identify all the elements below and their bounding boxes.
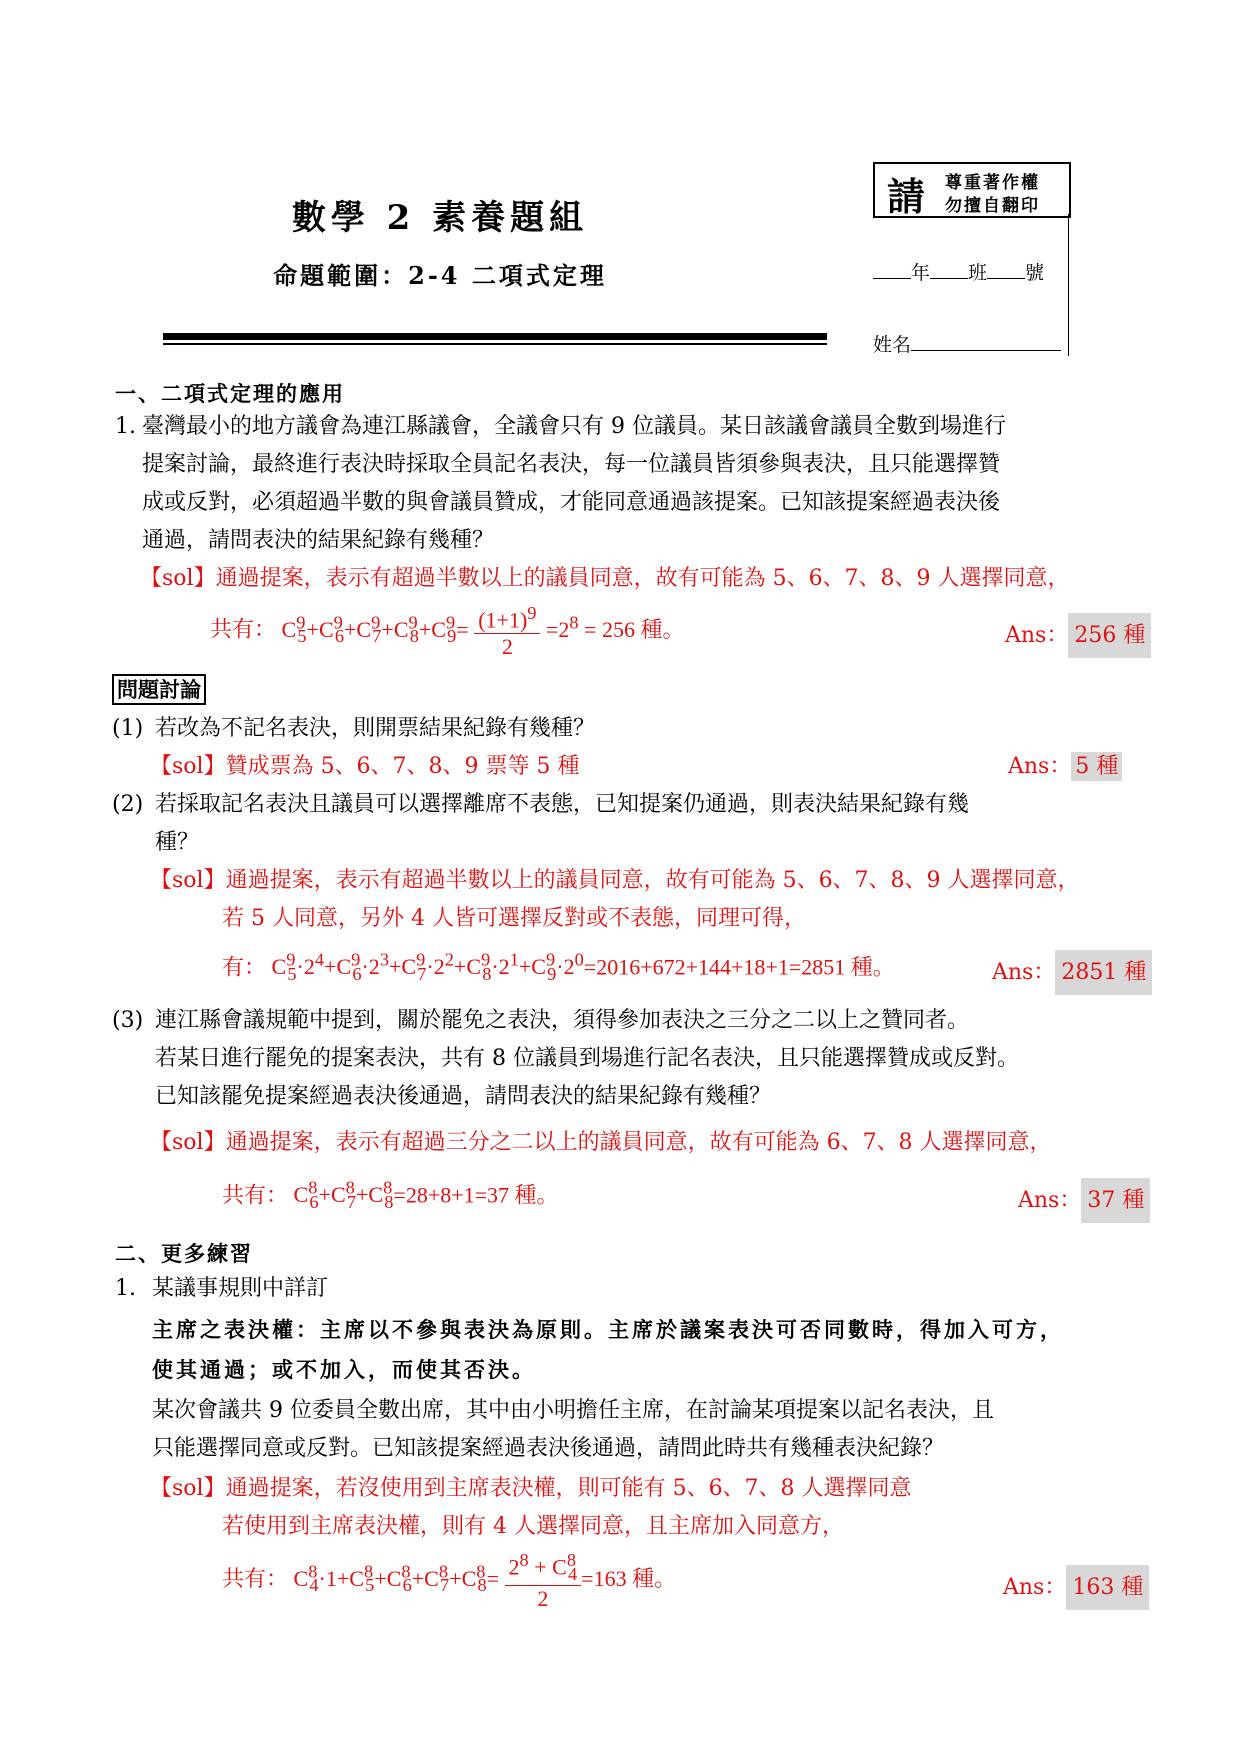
d1-answer: Ans： 5 種 <box>1008 748 1122 786</box>
formula-prefix: 共有： <box>210 616 277 642</box>
d1-solution: 【sol】贊成票為 5、6、7、8、9 票等 5 種 <box>150 754 580 779</box>
copyright-line2: 勿擅自翻印 <box>945 196 1040 216</box>
s2-q1-solution1: 【sol】通過提案，若沒使用到主席表決權，則可能有 5、6、7、8 人選擇同意 <box>150 1476 912 1501</box>
s2-q1-body: 某次會議共 9 位委員全數出席，其中由小明擔任主席，在討論某項提案以記名表決，且 只能選擇同意或反對。已知該提案經過表決後通過，請問此時共有幾種表決紀錄？ <box>152 1398 994 1461</box>
name-blank <box>911 332 1061 351</box>
copyright-big-char: 請 <box>887 174 926 219</box>
discussion-label: 問題討論 <box>112 674 206 704</box>
class-info <box>873 258 1044 285</box>
ans-value: 5 種 <box>1071 752 1122 781</box>
ans-value: 2851 種 <box>1055 950 1152 995</box>
class-blank <box>930 260 968 279</box>
title-rule-thin <box>163 343 827 345</box>
s2-q1-number: 1. <box>115 1276 136 1301</box>
d3-answer: Ans： 37 種 <box>1018 1183 1150 1214</box>
box-side-line <box>1068 214 1069 356</box>
d3-question: 連江縣會議規範中提到，關於罷免之表決，須得參加表決之三分之二以上之贊同者。 若某日進行罷免的提案表決，共有 8 位議員到場進行記名表決，且只能選擇贊成或反對。 已知該罷免提案經過表決後通過，請問表決的結果紀錄有幾種？ <box>155 1008 1019 1109</box>
s2-q1-intro: 某議事規則中詳訂 <box>152 1276 329 1301</box>
s2-q1-answer: Ans： 163 種 <box>1003 1570 1149 1601</box>
number-blank <box>987 260 1025 279</box>
d2-solution1: 【sol】通過提案，表示有超過半數以上的議員同意，故有可能為 5、6、7、8、9 人選擇同意， <box>150 868 1080 893</box>
name-label: 姓名 <box>873 334 912 356</box>
d1-number: (1) <box>112 716 144 741</box>
s1-q1-number: 1. <box>115 414 136 439</box>
d2-number: (2) <box>112 792 144 817</box>
s1-q1-line: 提案討論，最終進行表決時採取全員記名表決，每一位議員皆須參與表決，且只能選擇贊 <box>142 452 1001 477</box>
title-rule <box>163 333 827 340</box>
page-title: 數學 2 素養題組 <box>291 198 589 238</box>
page-subtitle: 命題範圍：2-4 二項式定理 <box>273 261 607 290</box>
number-label: 號 <box>1025 262 1045 284</box>
copyright-line1: 尊重著作權 <box>945 173 1040 193</box>
d2-question: 若採取記名表決且議員可以選擇離席不表態，已知提案仍通過，則表決結果紀錄有幾 種？ <box>155 792 970 855</box>
d2-formula: 有： $C^9_5\cdot 2^4+C^9_6\cdot 2^3+C^9_7\cdot 2^2+C^9_8\cdot 2^1+C^9_9\cdot 2^0=2016+672+144+18+1=2851$ 種。 <box>222 950 895 984</box>
d3-number: (3) <box>112 1008 144 1033</box>
section2-heading: 二、更多練習 <box>115 1241 253 1266</box>
d2-answer: Ans： 2851 種 <box>992 955 1152 986</box>
s2-q1-solution2: 若使用到主席表決權，則有 4 人選擇同意，且主席加入同意方， <box>222 1514 844 1539</box>
ans-value: 37 種 <box>1081 1178 1150 1223</box>
s1-q1-line: 臺灣最小的地方議會為連江縣議會，全議會只有 9 位議員。某日該議會議員全數到場進行 <box>142 414 1006 439</box>
year-label: 年 <box>911 262 931 284</box>
ans-value: 163 種 <box>1066 1565 1149 1610</box>
copyright-box <box>873 162 1071 218</box>
name-field <box>873 330 1061 357</box>
d2-solution2: 若 5 人同意，另外 4 人皆可選擇反對或不表態，同理可得， <box>222 906 806 931</box>
d1-question: 若改為不記名表決，則開票結果紀錄有幾種？ <box>155 716 596 741</box>
d3-solution: 【sol】通過提案，表示有超過三分之二以上的議員同意，故有可能為 6、7、8 人選擇同意， <box>150 1130 1052 1155</box>
s2-q1-formula: 共有： $C^8_4\cdot 1+C^8_5+C^8_6+C^8_7+C^8_8=$ $\frac{2^8 + C^8_4}{2}$ =163 種。 <box>222 1550 677 1611</box>
s1-q1-text <box>142 408 1132 560</box>
s1-q1-line: 通過，請問表決的結果紀錄有幾種？ <box>142 528 495 553</box>
s2-q1-rule: 主席之表決權：主席以不參與表決為原則。主席於議案表決可否同數時，得加入可方， 使其通過；或不加入，而使其否決。 <box>152 1317 1064 1382</box>
class-label: 班 <box>968 262 988 284</box>
ans-label: Ans： <box>1005 623 1069 648</box>
ans-value: 256 種 <box>1068 613 1151 658</box>
s1-q1-answer <box>1005 618 1151 649</box>
s1-q1-solution: 【sol】通過提案，表示有超過半數以上的議員同意，故有可能為 5、6、7、8、9 人選擇同意， <box>140 566 1070 591</box>
s1-q1-formula: 共有： $C^9_5+C^9_6+C^9_7+C^9_8+C^9_9=$ $\frac{(1+1)^9}{2}$ $=2^8 = 256$ 種。 <box>210 603 685 660</box>
s1-q1-line: 成或反對，必須超過半數的與會議員贊成，才能同意通過該提案。已知該提案經過表決後 <box>142 490 1001 515</box>
section1-heading: 一、二項式定理的應用 <box>115 381 345 406</box>
year-blank <box>873 260 911 279</box>
d3-formula: 共有： $C^8_6+C^8_7+C^8_8=28+8+1=37$ 種。 <box>222 1178 559 1212</box>
